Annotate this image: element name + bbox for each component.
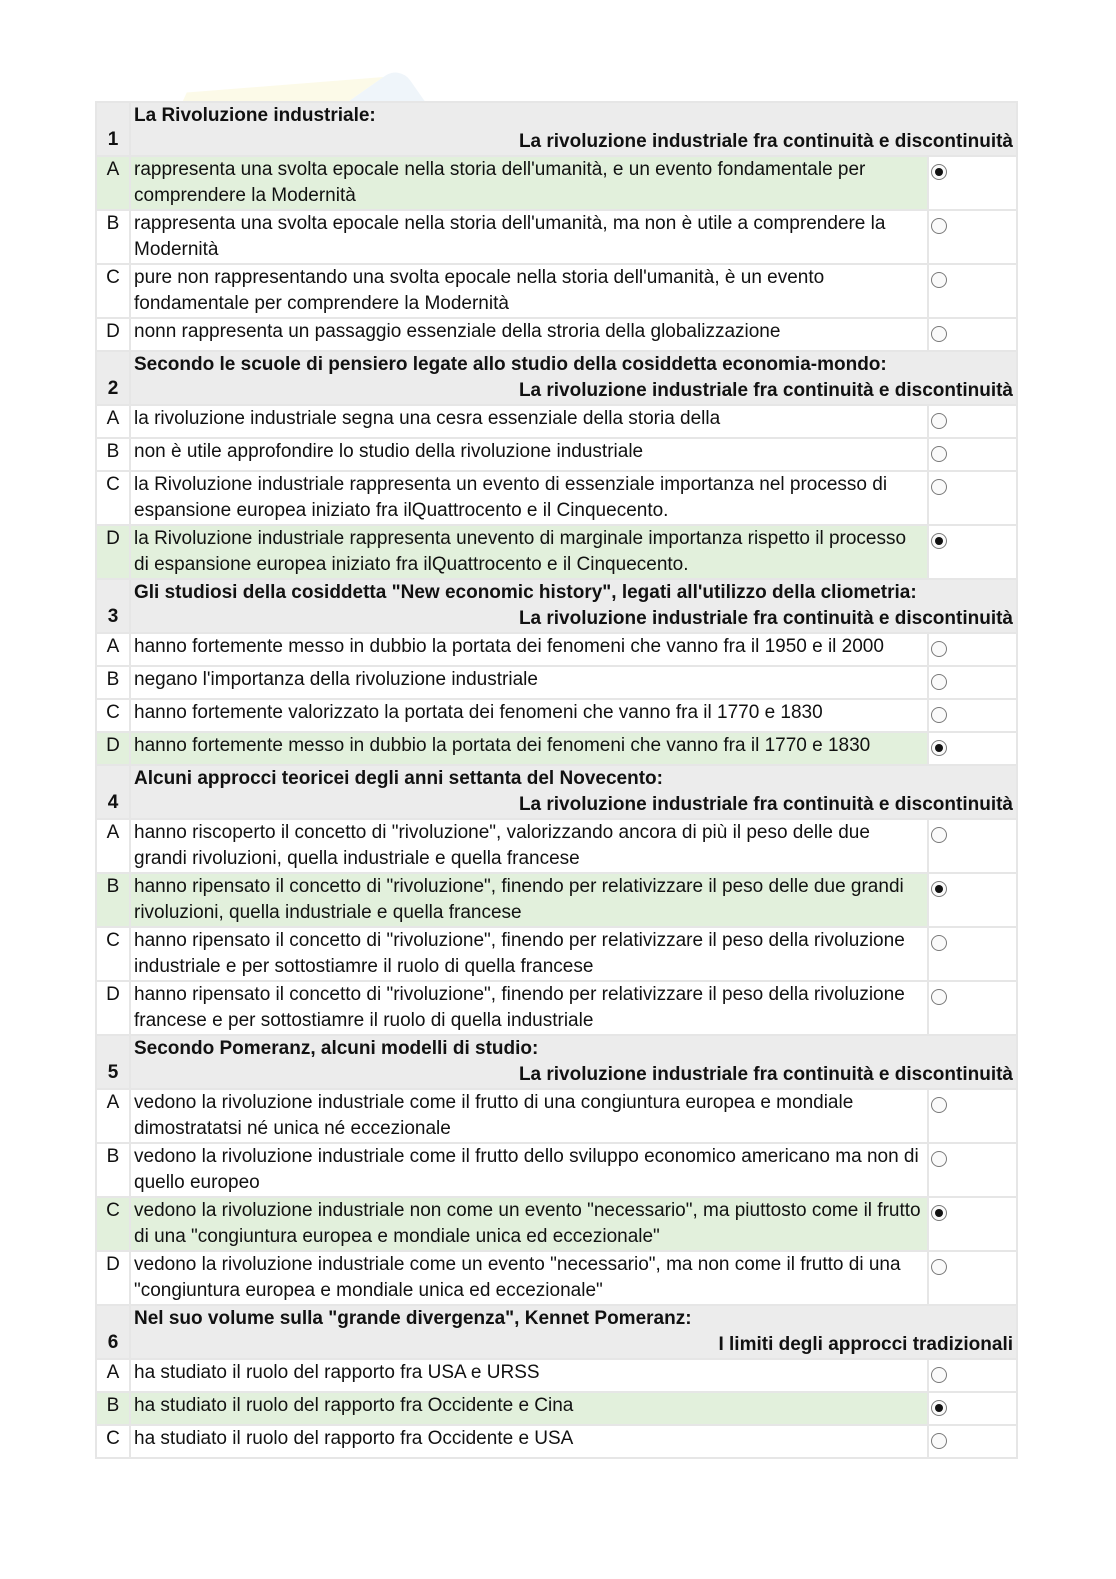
option-row <box>96 666 1017 699</box>
option-letter: C <box>96 471 130 525</box>
option-radio-cell <box>928 1143 1017 1197</box>
option-letter: B <box>96 873 130 927</box>
question-text: Gli studiosi della cosiddetta "New economic history", legati all'utilizzo della cliometria: <box>134 582 917 603</box>
option-radio[interactable] <box>931 413 947 429</box>
option-text: hanno riscoperto il concetto di "rivoluzione", valorizzando ancora di più il peso delle due grandi rivoluzioni, quella industriale e quella francese <box>130 819 928 873</box>
option-text: vedono la rivoluzione industriale come un evento "necessario", ma non come il frutto di una "congiuntura europea e mondiale unica ed eccezionale" <box>130 1251 928 1305</box>
option-letter: B <box>96 1392 130 1425</box>
option-radio[interactable] <box>931 989 947 1005</box>
option-letter: B <box>96 438 130 471</box>
option-letter: C <box>96 264 130 318</box>
option-radio[interactable] <box>931 935 947 951</box>
option-row <box>96 1143 1017 1197</box>
option-radio[interactable] <box>931 740 947 756</box>
option-letter: A <box>96 1089 130 1143</box>
option-text: hanno ripensato il concetto di "rivoluzione", finendo per relativizzare il peso della rivoluzione industriale e per sottostiamre il ruolo di quella francese <box>130 927 928 981</box>
option-radio-cell <box>928 156 1017 210</box>
option-text: rappresenta una svolta epocale nella storia dell'umanità, ma non è utile a comprendere la Modernità <box>130 210 928 264</box>
option-row <box>96 1392 1017 1425</box>
option-letter: B <box>96 210 130 264</box>
option-radio-cell <box>928 405 1017 438</box>
question-text: La Rivoluzione industriale: <box>134 105 376 126</box>
option-letter: C <box>96 1425 130 1458</box>
question-text: Secondo le scuole di pensiero legate allo studio della cosiddetta economia-mondo: <box>134 354 887 375</box>
question-number: 6 <box>96 1305 130 1359</box>
question-cell <box>130 579 1017 633</box>
option-text: ha studiato il ruolo del rapporto fra USA e URSS <box>130 1359 928 1392</box>
question-topic: La rivoluzione industriale fra continuità e discontinuità <box>518 608 1013 629</box>
option-radio-cell <box>928 471 1017 525</box>
option-radio[interactable] <box>931 446 947 462</box>
question-text: Secondo Pomeranz, alcuni modelli di studio: <box>134 1038 539 1059</box>
question-number: 1 <box>96 102 130 156</box>
option-letter: C <box>96 927 130 981</box>
option-radio-cell <box>928 318 1017 351</box>
option-text: hanno ripensato il concetto di "rivoluzione", finendo per relativizzare il peso delle due grandi rivoluzioni, quella industriale e quella francese <box>130 873 928 927</box>
question-cell <box>130 102 1017 156</box>
option-text: la Rivoluzione industriale rappresenta un evento di essenziale importanza nel processo di espansione europea iniziato fra ilQuattrocento e il Cinquecento. <box>130 471 928 525</box>
question-row <box>96 765 1017 819</box>
option-text: ha studiato il ruolo del rapporto fra Occidente e USA <box>130 1425 928 1458</box>
option-text: hanno ripensato il concetto di "rivoluzione", finendo per relativizzare il peso della rivoluzione francese e per sottostiamre il ruolo di quella industriale <box>130 981 928 1035</box>
option-radio-cell <box>928 981 1017 1035</box>
option-letter: B <box>96 666 130 699</box>
question-cell <box>130 351 1017 405</box>
question-topic: La rivoluzione industriale fra continuità e discontinuità <box>518 794 1013 815</box>
option-radio-cell <box>928 1392 1017 1425</box>
question-number: 4 <box>96 765 130 819</box>
option-radio-cell <box>928 438 1017 471</box>
option-radio-cell <box>928 1089 1017 1143</box>
question-number: 2 <box>96 351 130 405</box>
option-radio-cell <box>928 819 1017 873</box>
option-letter: D <box>96 1251 130 1305</box>
option-row <box>96 633 1017 666</box>
option-text: non è utile approfondire lo studio della rivoluzione industriale <box>130 438 928 471</box>
option-radio[interactable] <box>931 881 947 897</box>
question-topic: I limiti degli approcci tradizionali <box>718 1334 1013 1355</box>
question-row <box>96 1305 1017 1359</box>
option-radio[interactable] <box>931 1433 947 1449</box>
option-radio[interactable] <box>931 1259 947 1275</box>
option-row <box>96 1251 1017 1305</box>
question-topic: La rivoluzione industriale fra continuità e discontinuità <box>518 1064 1013 1085</box>
option-text: pure non rappresentando una svolta epocale nella storia dell'umanità, è un evento fondamentale per comprendere la Modernità <box>130 264 928 318</box>
option-letter: D <box>96 525 130 579</box>
option-radio-cell <box>928 1359 1017 1392</box>
option-row <box>96 732 1017 765</box>
option-letter: A <box>96 633 130 666</box>
option-radio[interactable] <box>931 674 947 690</box>
option-row <box>96 525 1017 579</box>
option-letter: C <box>96 1197 130 1251</box>
option-letter: D <box>96 732 130 765</box>
option-letter: A <box>96 1359 130 1392</box>
option-radio-cell <box>928 873 1017 927</box>
option-text: la Rivoluzione industriale rappresenta unevento di marginale importanza rispetto il processo di espansione europea iniziato fra ilQuattrocento e il Cinquecento. <box>130 525 928 579</box>
option-radio[interactable] <box>931 479 947 495</box>
option-radio[interactable] <box>931 326 947 342</box>
option-radio-cell <box>928 1251 1017 1305</box>
option-radio[interactable] <box>931 1205 947 1221</box>
option-row <box>96 471 1017 525</box>
option-row <box>96 819 1017 873</box>
option-row <box>96 873 1017 927</box>
option-text: nonn rappresenta un passaggio essenziale della stroria della globalizzazione <box>130 318 928 351</box>
option-letter: A <box>96 156 130 210</box>
option-text: vedono la rivoluzione industriale come il frutto di una congiuntura europea e mondiale dimostratatsi né unica né eccezionale <box>130 1089 928 1143</box>
option-text: hanno fortemente messo in dubbio la portata dei fenomeni che vanno fra il 1770 e 1830 <box>130 732 928 765</box>
question-row <box>96 351 1017 405</box>
question-text: Alcuni approcci teoricei degli anni settanta del Novecento: <box>134 768 663 789</box>
option-radio[interactable] <box>931 827 947 843</box>
option-radio[interactable] <box>931 164 947 180</box>
option-radio[interactable] <box>931 641 947 657</box>
question-row <box>96 579 1017 633</box>
question-row <box>96 1035 1017 1089</box>
option-row <box>96 1425 1017 1458</box>
question-cell <box>130 1305 1017 1359</box>
option-letter: A <box>96 819 130 873</box>
option-text: negano l'importanza della rivoluzione industriale <box>130 666 928 699</box>
option-radio[interactable] <box>931 707 947 723</box>
option-row <box>96 927 1017 981</box>
option-letter: D <box>96 981 130 1035</box>
question-number: 5 <box>96 1035 130 1089</box>
option-radio-cell <box>928 1425 1017 1458</box>
option-row <box>96 210 1017 264</box>
option-row <box>96 438 1017 471</box>
question-topic: La rivoluzione industriale fra continuità e discontinuità <box>518 131 1013 152</box>
option-radio[interactable] <box>931 218 947 234</box>
option-radio[interactable] <box>931 1097 947 1113</box>
option-letter: B <box>96 1143 130 1197</box>
option-radio-cell <box>928 732 1017 765</box>
option-row <box>96 156 1017 210</box>
question-cell <box>130 1035 1017 1089</box>
question-topic: La rivoluzione industriale fra continuità e discontinuità <box>518 380 1013 401</box>
option-row <box>96 405 1017 438</box>
option-row <box>96 981 1017 1035</box>
option-radio[interactable] <box>931 533 947 549</box>
option-radio-cell <box>928 264 1017 318</box>
option-radio-cell <box>928 699 1017 732</box>
option-text: hanno fortemente messo in dubbio la portata dei fenomeni che vanno fra il 1950 e il 2000 <box>130 633 928 666</box>
option-text: la rivoluzione industriale segna una cesra essenziale della storia della <box>130 405 928 438</box>
option-radio-cell <box>928 525 1017 579</box>
option-row <box>96 1359 1017 1392</box>
option-row <box>96 1197 1017 1251</box>
option-radio-cell <box>928 666 1017 699</box>
option-row <box>96 264 1017 318</box>
option-radio[interactable] <box>931 272 947 288</box>
option-radio-cell <box>928 210 1017 264</box>
option-letter: D <box>96 318 130 351</box>
option-row <box>96 318 1017 351</box>
option-text: hanno fortemente valorizzato la portata dei fenomeni che vanno fra il 1770 e 1830 <box>130 699 928 732</box>
option-radio[interactable] <box>931 1151 947 1167</box>
question-cell <box>130 765 1017 819</box>
quiz-table <box>95 101 1018 1459</box>
option-radio-cell <box>928 927 1017 981</box>
option-radio-cell <box>928 1197 1017 1251</box>
question-row <box>96 102 1017 156</box>
question-number: 3 <box>96 579 130 633</box>
option-letter: A <box>96 405 130 438</box>
option-letter: C <box>96 699 130 732</box>
question-text: Nel suo volume sulla "grande divergenza", Kennet Pomeranz: <box>134 1308 692 1329</box>
option-radio[interactable] <box>931 1367 947 1383</box>
option-text: rappresenta una svolta epocale nella storia dell'umanità, e un evento fondamentale per comprendere la Modernità <box>130 156 928 210</box>
option-text: vedono la rivoluzione industriale non come un evento "necessario", ma piuttosto come il frutto di una "congiuntura europea e mondiale unica ed eccezionale" <box>130 1197 928 1251</box>
option-row <box>96 699 1017 732</box>
option-text: ha studiato il ruolo del rapporto fra Occidente e Cina <box>130 1392 928 1425</box>
option-radio[interactable] <box>931 1400 947 1416</box>
option-radio-cell <box>928 633 1017 666</box>
option-row <box>96 1089 1017 1143</box>
option-text: vedono la rivoluzione industriale come il frutto dello sviluppo economico americano ma non di quello europeo <box>130 1143 928 1197</box>
